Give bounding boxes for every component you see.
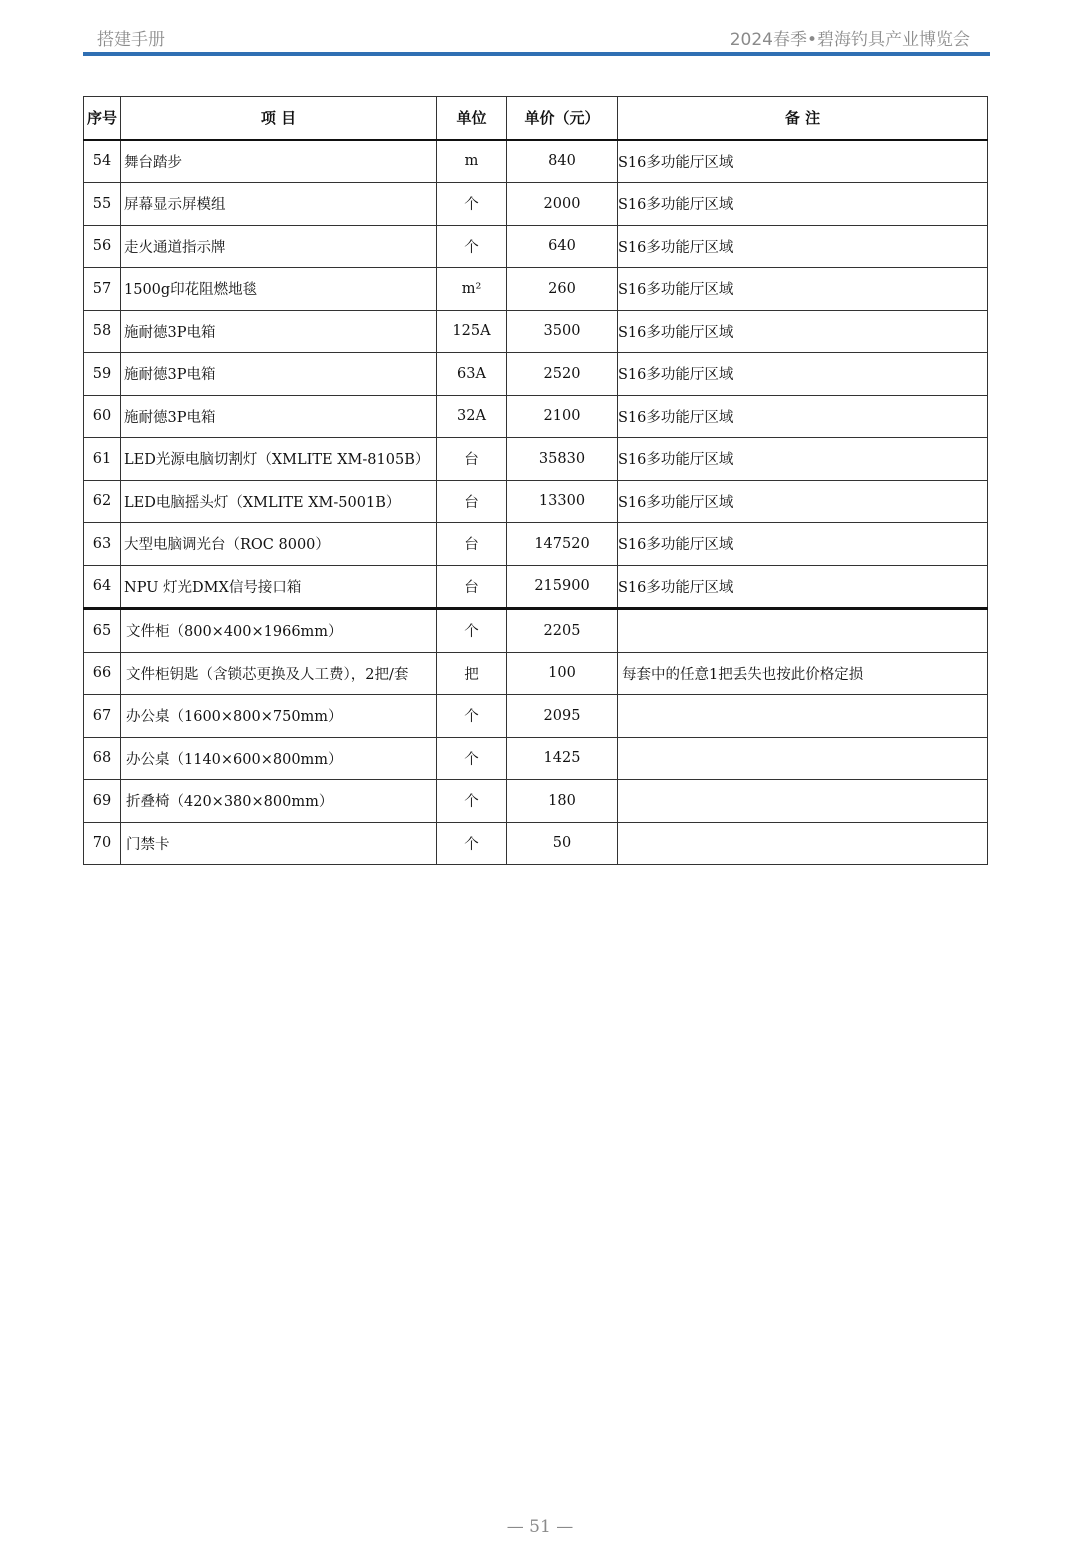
table-row — [84, 737, 988, 780]
cell-no: 69 — [84, 780, 121, 823]
table-row — [84, 480, 988, 523]
cell-price: 2100 — [507, 395, 618, 438]
cell-unit: 个 — [437, 822, 507, 865]
cell-note: S16多功能厅区域 — [618, 353, 988, 396]
cell-price: 13300 — [507, 480, 618, 523]
cell-no: 58 — [84, 310, 121, 353]
cell-no: 60 — [84, 395, 121, 438]
cell-note — [618, 695, 988, 738]
cell-note — [618, 822, 988, 865]
header-price: 单价（元） — [507, 97, 618, 140]
table-row — [84, 268, 988, 311]
cell-unit: 个 — [437, 609, 507, 653]
cell-no: 56 — [84, 225, 121, 268]
cell-price: 180 — [507, 780, 618, 823]
table-row — [84, 140, 988, 183]
table-row — [84, 822, 988, 865]
cell-note: S16多功能厅区域 — [618, 183, 988, 226]
cell-no: 67 — [84, 695, 121, 738]
cell-unit: m — [437, 140, 507, 183]
table-row — [84, 225, 988, 268]
cell-note — [618, 780, 988, 823]
cell-price: 35830 — [507, 438, 618, 481]
cell-unit: 63A — [437, 353, 507, 396]
table-row — [84, 609, 988, 653]
cell-note: S16多功能厅区域 — [618, 268, 988, 311]
cell-item: LED电脑摇头灯（XMLITE XM-5001B） — [121, 480, 437, 523]
cell-note: S16多功能厅区域 — [618, 140, 988, 183]
cell-item: 门禁卡 — [121, 822, 437, 865]
cell-price: 50 — [507, 822, 618, 865]
cell-item: LED光源电脑切割灯（XMLITE XM-8105B） — [121, 438, 437, 481]
table-row — [84, 780, 988, 823]
cell-price: 260 — [507, 268, 618, 311]
cell-note: 每套中的任意1把丢失也按此价格定损 — [618, 652, 988, 695]
cell-price: 640 — [507, 225, 618, 268]
cell-no: 54 — [84, 140, 121, 183]
cell-unit: 个 — [437, 780, 507, 823]
table-header-row — [84, 97, 988, 140]
page-number: — 51 — — [506, 1517, 574, 1537]
cell-unit: m² — [437, 268, 507, 311]
cell-unit: 把 — [437, 652, 507, 695]
table-row — [84, 183, 988, 226]
cell-item: 文件柜钥匙（含锁芯更换及人工费），2把/套 — [121, 652, 437, 695]
cell-price: 1425 — [507, 737, 618, 780]
cell-unit: 125A — [437, 310, 507, 353]
cell-unit: 个 — [437, 225, 507, 268]
cell-price: 2095 — [507, 695, 618, 738]
cell-price: 840 — [507, 140, 618, 183]
cell-no: 64 — [84, 565, 121, 609]
cell-no: 68 — [84, 737, 121, 780]
cell-item: 办公桌（1140×600×800mm） — [121, 737, 437, 780]
header-left-title: 搭建手册 — [97, 30, 165, 50]
cell-note — [618, 737, 988, 780]
cell-item: 施耐德3P电箱 — [121, 353, 437, 396]
cell-item: 办公桌（1600×800×750mm） — [121, 695, 437, 738]
cell-no: 59 — [84, 353, 121, 396]
table-row — [84, 523, 988, 566]
cell-unit: 个 — [437, 737, 507, 780]
cell-unit: 32A — [437, 395, 507, 438]
cell-price: 2000 — [507, 183, 618, 226]
cell-no: 62 — [84, 480, 121, 523]
cell-no: 65 — [84, 609, 121, 653]
header-note: 备 注 — [618, 97, 988, 140]
cell-item: 1500g印花阻燃地毯 — [121, 268, 437, 311]
cell-note — [618, 609, 988, 653]
cell-note: S16多功能厅区域 — [618, 395, 988, 438]
table-row — [84, 353, 988, 396]
cell-price: 3500 — [507, 310, 618, 353]
cell-no: 55 — [84, 183, 121, 226]
header-item: 项 目 — [121, 97, 437, 140]
cell-unit: 个 — [437, 183, 507, 226]
table-row — [84, 652, 988, 695]
cell-no: 70 — [84, 822, 121, 865]
table-row — [84, 395, 988, 438]
cell-item: 大型电脑调光台（ROC 8000） — [121, 523, 437, 566]
header-divider — [83, 52, 990, 56]
cell-note: S16多功能厅区域 — [618, 523, 988, 566]
header-no: 序号 — [84, 97, 121, 140]
cell-note: S16多功能厅区域 — [618, 225, 988, 268]
cell-item: 屏幕显示屏模组 — [121, 183, 437, 226]
cell-price: 2205 — [507, 609, 618, 653]
cell-item: NPU 灯光DMX信号接口箱 — [121, 565, 437, 609]
table-row — [84, 695, 988, 738]
cell-unit: 台 — [437, 565, 507, 609]
cell-unit: 台 — [437, 523, 507, 566]
cell-note: S16多功能厅区域 — [618, 438, 988, 481]
cell-item: 走火通道指示牌 — [121, 225, 437, 268]
cell-unit: 台 — [437, 438, 507, 481]
header-unit: 单位 — [437, 97, 507, 140]
cell-price: 147520 — [507, 523, 618, 566]
cell-item: 文件柜（800×400×1966mm） — [121, 609, 437, 653]
table-row — [84, 565, 988, 609]
cell-price: 100 — [507, 652, 618, 695]
table-row — [84, 438, 988, 481]
cell-unit: 台 — [437, 480, 507, 523]
cell-item: 舞台踏步 — [121, 140, 437, 183]
cell-item: 施耐德3P电箱 — [121, 395, 437, 438]
cell-price: 215900 — [507, 565, 618, 609]
table-row — [84, 310, 988, 353]
price-table — [83, 96, 988, 865]
cell-note: S16多功能厅区域 — [618, 565, 988, 609]
cell-no: 66 — [84, 652, 121, 695]
cell-no: 57 — [84, 268, 121, 311]
cell-unit: 个 — [437, 695, 507, 738]
cell-note: S16多功能厅区域 — [618, 480, 988, 523]
cell-item: 折叠椅（420×380×800mm） — [121, 780, 437, 823]
header-right-title: 2024春季•碧海钓具产业博览会 — [729, 30, 970, 50]
cell-no: 61 — [84, 438, 121, 481]
cell-note: S16多功能厅区域 — [618, 310, 988, 353]
cell-item: 施耐德3P电箱 — [121, 310, 437, 353]
cell-price: 2520 — [507, 353, 618, 396]
cell-no: 63 — [84, 523, 121, 566]
